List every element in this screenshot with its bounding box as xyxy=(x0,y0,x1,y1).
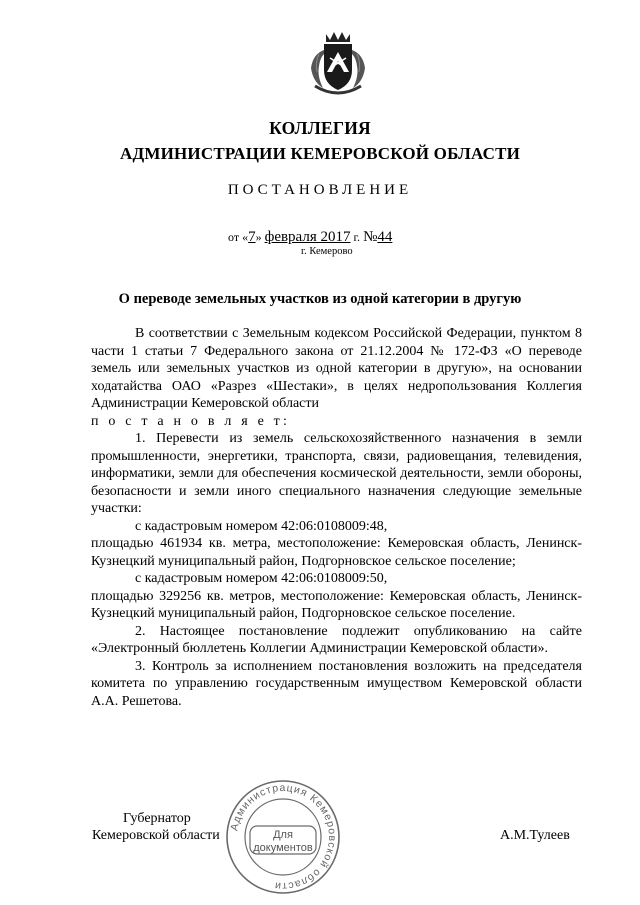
date-prefix: от « xyxy=(228,230,249,244)
date-year-suffix: г. xyxy=(353,230,361,244)
date-number-line xyxy=(228,229,392,246)
header-administration: АДМИНИСТРАЦИИ КЕМЕРОВСКОЙ ОБЛАСТИ xyxy=(119,144,521,163)
document-number: 44 xyxy=(377,229,393,245)
plot-1-details: площадью 461934 кв. метра, местоположение: Кемеровская область, Ленинск-Кузнецкий муниципальный район, Подгорновское сельское поселение; xyxy=(91,536,582,569)
plot-1-head: с кадастровым номером 42:06:0108009:48, xyxy=(135,518,388,534)
signer-region: Кемеровской области xyxy=(92,828,220,843)
city: г. Кемерово xyxy=(301,246,353,257)
coat-of-arms-icon xyxy=(303,28,373,100)
document-title: О переводе земельных участков из одной категории в другую xyxy=(118,291,522,307)
official-stamp xyxy=(224,778,342,896)
header-collegium: КОЛЛЕГИЯ xyxy=(269,118,371,138)
document-type: ПОСТАНОВЛЕНИЕ xyxy=(227,182,413,198)
stamp-center-line2: документов xyxy=(253,842,313,854)
date-close-quote: » xyxy=(255,230,262,244)
plot-2-details: площадью 329256 кв. метров, местоположение: Кемеровская область, Ленинск-Кузнецкий муниципальный район, Подгорновское сельское поселение. xyxy=(91,588,582,621)
stamp-center-line1: Для xyxy=(273,829,293,841)
stamp-ring-text: Администрация Кемеровской области xyxy=(228,781,339,893)
plot-2-head: с кадастровым номером 42:06:0108009:50, xyxy=(135,571,388,586)
item-1-paragraph: 1. Перевести из земель сельскохозяйственного назначения в земли промышленности, энергетики, транспорта, связи, радиовещания, телевидения, информатики, земли для обеспечения космической деятельности, земли обороны, безопасности и земли иного специального назначения следующие земельные участки: xyxy=(91,431,582,516)
date-month-year: февраля 2017 xyxy=(264,229,351,245)
date-day: 7 xyxy=(248,229,256,245)
signer-name: А.М.Тулеев xyxy=(500,828,570,843)
signer-position: Губернатор xyxy=(123,811,191,826)
preamble-paragraph: В соответствии с Земельным кодексом Российской Федерации, пунктом 8 части 1 статьи 7 Федерального закона от 21.12.2004 № 172-ФЗ «О переводе земель или земельных участков из одной категории в другую», на основании ходатайства ОАО «Разрез «Шестаки», в целях недропользования Коллегия Администрации Кемеровской области xyxy=(91,326,582,411)
decides-line: п о с т а н о в л я е т: xyxy=(91,413,291,429)
document-body xyxy=(91,325,582,710)
item-3-paragraph: 3. Контроль за исполнением постановления возложить на председателя комитета по управлению государственным имуществом Кемеровской области А.А. Решетова. xyxy=(91,658,582,709)
item-2-paragraph: 2. Настоящее постановление подлежит опубликованию на сайте «Электронный бюллетень Коллегии Администрации Кемеровской области». xyxy=(91,623,582,656)
number-label: № xyxy=(363,229,378,245)
